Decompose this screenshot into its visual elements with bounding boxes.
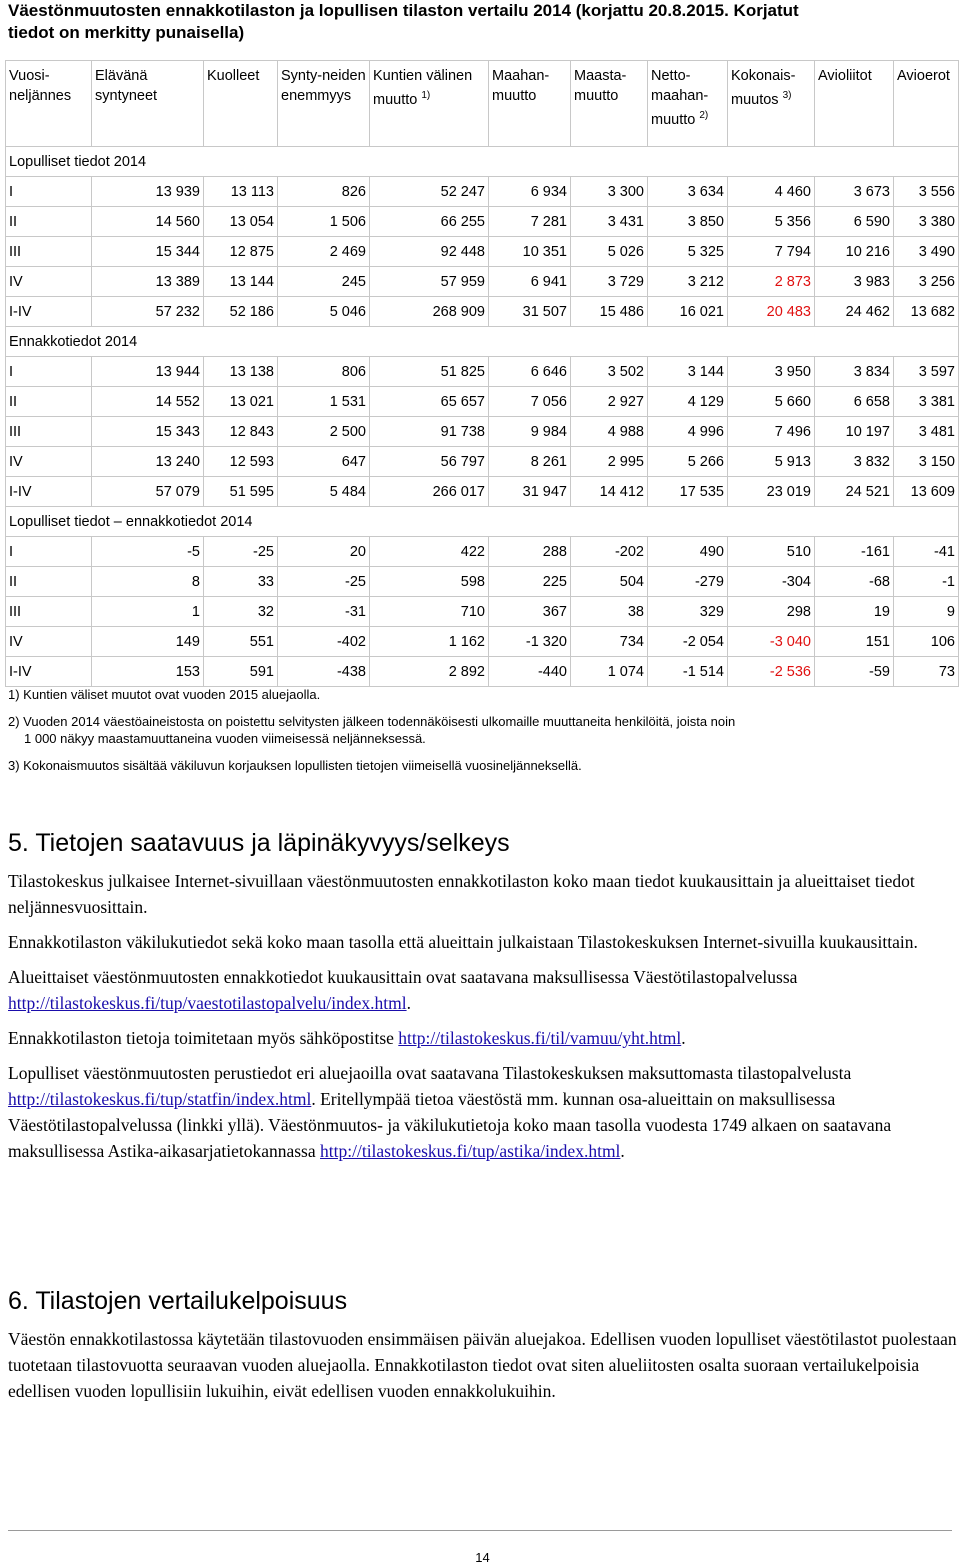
vamuu-link[interactable]: http://tilastokeskus.fi/til/vamuu/yht.html	[398, 1028, 682, 1048]
value-cell: 8 261	[489, 447, 571, 477]
value-cell: 4 988	[571, 417, 648, 447]
value-cell: 14 560	[92, 207, 204, 237]
quarter-cell: II	[6, 207, 92, 237]
footnote-2-line-2: 1 000 näkyy maastamuuttaneina vuoden viimeisessä neljänneksessä.	[24, 731, 426, 746]
value-cell: -31	[278, 597, 370, 627]
value-cell: 266 017	[370, 477, 489, 507]
value-cell: 32	[204, 597, 278, 627]
table-row	[6, 237, 959, 267]
value-cell: 6 934	[489, 177, 571, 207]
value-cell: 38	[571, 597, 648, 627]
col-died: Kuolleet	[204, 61, 278, 147]
section-6-paragraph-1: Väestön ennakkotilastossa käytetään tilastovuoden ensimmäisen päivän aluejakoa. Edellisen vuoden lopulliset väestötilastot puolestaan tuotetaan tilastovuotta seuraavan vuoden aluejaolla. Ennakkotilaston tiedot ovat siten alueliitosten osalta suoraan vertailukelpoisia edellisen vuoden lopullisiin lukuihin, eivät edellisen vuoden ennakkolukuihin.	[8, 1329, 957, 1401]
col-municipal-migration: Kuntien välinen muutto $^{1)}$	[370, 61, 489, 147]
value-cell: 3 950	[728, 357, 815, 387]
section-6-heading: 6. Tilastojen vertailukelpoisuus	[8, 1287, 348, 1315]
quarter-cell: IV	[6, 627, 92, 657]
section-5-heading: 5. Tietojen saatavuus ja läpinäkyvyys/selkeys	[8, 829, 510, 857]
value-cell: 15 486	[571, 297, 648, 327]
value-cell: 3 300	[571, 177, 648, 207]
value-cell: -1 514	[648, 657, 728, 687]
value-cell: 13 944	[92, 357, 204, 387]
value-cell: 15 343	[92, 417, 204, 447]
value-cell: 31 507	[489, 297, 571, 327]
value-cell: 10 351	[489, 237, 571, 267]
table-body	[6, 147, 959, 687]
quarter-cell: II	[6, 567, 92, 597]
value-cell: -59	[815, 657, 894, 687]
value-cell: 13 144	[204, 267, 278, 297]
quarter-cell: IV	[6, 267, 92, 297]
table-row	[6, 477, 959, 507]
table-header-row	[6, 61, 959, 147]
value-cell: -25	[204, 537, 278, 567]
value-cell: 5 266	[648, 447, 728, 477]
value-cell: 3 850	[648, 207, 728, 237]
value-cell: -279	[648, 567, 728, 597]
value-cell: 7 794	[728, 237, 815, 267]
value-cell: 3 832	[815, 447, 894, 477]
value-cell: 6 658	[815, 387, 894, 417]
value-cell: 6 646	[489, 357, 571, 387]
table-row	[6, 627, 959, 657]
value-cell: 14 412	[571, 477, 648, 507]
value-cell: 1 531	[278, 387, 370, 417]
section-5-paragraph-1: Tilastokeskus julkaisee Internet-sivuillaan väestönmuutosten ennakkotilaston koko maan tiedot kuukausittain ja alueittaiset tiedot neljännesvuosittain.	[8, 871, 915, 917]
astika-link[interactable]: http://tilastokeskus.fi/tup/astika/index.html	[320, 1141, 621, 1161]
value-cell: 24 521	[815, 477, 894, 507]
table-row	[6, 657, 959, 687]
col-quarter: Vuosi-neljännes	[6, 61, 92, 147]
value-cell: 7 496	[728, 417, 815, 447]
value-cell: 13 054	[204, 207, 278, 237]
value-cell: 9 984	[489, 417, 571, 447]
value-cell: 13 682	[894, 297, 959, 327]
value-cell: 13 609	[894, 477, 959, 507]
value-cell: 20	[278, 537, 370, 567]
value-cell: -161	[815, 537, 894, 567]
section-row	[6, 147, 959, 177]
value-cell: 92 448	[370, 237, 489, 267]
value-cell: 3 481	[894, 417, 959, 447]
quarter-cell: I-IV	[6, 297, 92, 327]
table-row	[6, 597, 959, 627]
vaestotilastopalvelu-link[interactable]: http://tilastokeskus.fi/tup/vaestotilastopalvelu/index.html	[8, 993, 407, 1013]
table-row	[6, 387, 959, 417]
value-cell: 3 502	[571, 357, 648, 387]
value-cell: 16 021	[648, 297, 728, 327]
quarter-cell: I-IV	[6, 477, 92, 507]
value-cell: 710	[370, 597, 489, 627]
section-6	[8, 1286, 958, 1413]
quarter-cell: I	[6, 177, 92, 207]
value-cell: 268 909	[370, 297, 489, 327]
value-cell: 298	[728, 597, 815, 627]
value-cell: 1 074	[571, 657, 648, 687]
value-cell: 10 197	[815, 417, 894, 447]
value-cell: 2 892	[370, 657, 489, 687]
value-cell: 2 995	[571, 447, 648, 477]
value-cell: 20 483	[728, 297, 815, 327]
value-cell: 3 380	[894, 207, 959, 237]
value-cell: 12 593	[204, 447, 278, 477]
value-cell: 13 389	[92, 267, 204, 297]
value-cell: -41	[894, 537, 959, 567]
value-cell: 24 462	[815, 297, 894, 327]
value-cell: 6 590	[815, 207, 894, 237]
value-cell: -1	[894, 567, 959, 597]
value-cell: 5 325	[648, 237, 728, 267]
value-cell: 288	[489, 537, 571, 567]
quarter-cell: III	[6, 237, 92, 267]
value-cell: 5 484	[278, 477, 370, 507]
section-row	[6, 507, 959, 537]
value-cell: -304	[728, 567, 815, 597]
value-cell: 647	[278, 447, 370, 477]
value-cell: 5 660	[728, 387, 815, 417]
table-row	[6, 297, 959, 327]
section-label: Lopulliset tiedot – ennakkotiedot 2014	[6, 507, 959, 537]
value-cell: 12 843	[204, 417, 278, 447]
table-row	[6, 357, 959, 387]
title-line-2: tiedot on merkitty punaisella)	[8, 23, 245, 42]
value-cell: 422	[370, 537, 489, 567]
value-cell: 5 046	[278, 297, 370, 327]
statfin-link[interactable]: http://tilastokeskus.fi/tup/statfin/index.html	[8, 1089, 312, 1109]
value-cell: -1 320	[489, 627, 571, 657]
value-cell: 23 019	[728, 477, 815, 507]
value-cell: 19	[815, 597, 894, 627]
value-cell: 13 021	[204, 387, 278, 417]
value-cell: 3 144	[648, 357, 728, 387]
value-cell: -68	[815, 567, 894, 597]
document-title	[8, 0, 958, 44]
page-number: 14	[475, 1550, 490, 1565]
value-cell: 106	[894, 627, 959, 657]
value-cell: 52 247	[370, 177, 489, 207]
col-net-immigration: Netto-maahan-muutto $^{2)}$	[648, 61, 728, 147]
value-cell: 245	[278, 267, 370, 297]
table-row	[6, 567, 959, 597]
value-cell: 13 240	[92, 447, 204, 477]
col-born: Elävänä syntyneet	[92, 61, 204, 147]
quarter-cell: I-IV	[6, 657, 92, 687]
value-cell: -440	[489, 657, 571, 687]
section-5	[8, 828, 958, 1173]
value-cell: 13 113	[204, 177, 278, 207]
value-cell: 3 256	[894, 267, 959, 297]
value-cell: 367	[489, 597, 571, 627]
quarter-cell: I	[6, 357, 92, 387]
value-cell: 2 927	[571, 387, 648, 417]
col-emigration: Maasta-muutto	[571, 61, 648, 147]
value-cell: 329	[648, 597, 728, 627]
value-cell: -402	[278, 627, 370, 657]
value-cell: 3 431	[571, 207, 648, 237]
value-cell: 13 138	[204, 357, 278, 387]
value-cell: 3 381	[894, 387, 959, 417]
value-cell: -5	[92, 537, 204, 567]
value-cell: 225	[489, 567, 571, 597]
value-cell: 57 079	[92, 477, 204, 507]
value-cell: 2 469	[278, 237, 370, 267]
quarter-cell: III	[6, 417, 92, 447]
value-cell: -2 536	[728, 657, 815, 687]
value-cell: -438	[278, 657, 370, 687]
value-cell: 153	[92, 657, 204, 687]
value-cell: 7 056	[489, 387, 571, 417]
value-cell: 7 281	[489, 207, 571, 237]
table-row	[6, 447, 959, 477]
value-cell: 490	[648, 537, 728, 567]
value-cell: 66 255	[370, 207, 489, 237]
value-cell: 3 556	[894, 177, 959, 207]
footnote-2-line-1: 2) Vuoden 2014 väestöaineistosta on poistettu selvitysten jälkeen todennäköisesti ulkomaille muuttaneita henkilöitä, joista noin	[8, 714, 736, 729]
section-5-paragraph-4: Ennakkotilaston tietoja toimitetaan myös sähköpostitse http://tilastokeskus.fi/til/vamuu/yht.html.	[8, 1028, 686, 1048]
value-cell: 31 947	[489, 477, 571, 507]
value-cell: 13 939	[92, 177, 204, 207]
value-cell: 10 216	[815, 237, 894, 267]
title-line-1: Väestönmuutosten ennakkotilaston ja lopullisen tilaston vertailu 2014 (korjattu 20.8.2015. Korjatut	[8, 1, 799, 20]
footnote-1: 1) Kuntien väliset muutot ovat vuoden 2015 aluejaolla.	[8, 687, 321, 702]
value-cell: 149	[92, 627, 204, 657]
value-cell: 91 738	[370, 417, 489, 447]
value-cell: 3 212	[648, 267, 728, 297]
value-cell: 57 959	[370, 267, 489, 297]
value-cell: 3 150	[894, 447, 959, 477]
value-cell: 65 657	[370, 387, 489, 417]
value-cell: -3 040	[728, 627, 815, 657]
table-row	[6, 177, 959, 207]
value-cell: -25	[278, 567, 370, 597]
col-natural-increase: Synty-neiden enemmyys	[278, 61, 370, 147]
section-label: Ennakkotiedot 2014	[6, 327, 959, 357]
value-cell: 5 913	[728, 447, 815, 477]
value-cell: 52 186	[204, 297, 278, 327]
quarter-cell: III	[6, 597, 92, 627]
value-cell: 806	[278, 357, 370, 387]
table-row	[6, 267, 959, 297]
value-cell: 33	[204, 567, 278, 597]
value-cell: 4 460	[728, 177, 815, 207]
value-cell: 56 797	[370, 447, 489, 477]
table-row	[6, 537, 959, 567]
population-change-table	[5, 60, 959, 687]
section-5-paragraph-3: Alueittaiset väestönmuutosten ennakkotiedot kuukausittain ovat saatavana maksullisessa Väestötilastopalvelussa http://tilastokeskus.fi/tup/vaestotilastopalvelu/index.html.	[8, 967, 798, 1013]
quarter-cell: IV	[6, 447, 92, 477]
value-cell: 17 535	[648, 477, 728, 507]
value-cell: 598	[370, 567, 489, 597]
value-cell: 591	[204, 657, 278, 687]
value-cell: 1	[92, 597, 204, 627]
value-cell: 3 597	[894, 357, 959, 387]
col-marriages: Avioliitot	[815, 61, 894, 147]
value-cell: 73	[894, 657, 959, 687]
value-cell: 1 162	[370, 627, 489, 657]
value-cell: 3 983	[815, 267, 894, 297]
value-cell: 3 834	[815, 357, 894, 387]
value-cell: 151	[815, 627, 894, 657]
value-cell: 1 506	[278, 207, 370, 237]
col-immigration: Maahan-muutto	[489, 61, 571, 147]
section-label: Lopulliset tiedot 2014	[6, 147, 959, 177]
value-cell: 3 634	[648, 177, 728, 207]
footnotes	[8, 686, 953, 784]
value-cell: 3 490	[894, 237, 959, 267]
footnote-2	[8, 713, 953, 747]
value-cell: -2 054	[648, 627, 728, 657]
quarter-cell: II	[6, 387, 92, 417]
section-5-paragraph-2: Ennakkotilaston väkilukutiedot sekä koko maan tasolla että alueittain julkaistaan Tilastokeskuksen Internet-sivuilla kuukausittain.	[8, 932, 918, 952]
value-cell: 12 875	[204, 237, 278, 267]
value-cell: 510	[728, 537, 815, 567]
value-cell: 3 673	[815, 177, 894, 207]
value-cell: 504	[571, 567, 648, 597]
section-row	[6, 327, 959, 357]
value-cell: 4 996	[648, 417, 728, 447]
value-cell: 551	[204, 627, 278, 657]
footnote-3: 3) Kokonaismuutos sisältää väkiluvun korjauksen lopullisten tietojen viimeisellä vuosineljänneksellä.	[8, 758, 582, 773]
value-cell: 8	[92, 567, 204, 597]
value-cell: 5 356	[728, 207, 815, 237]
col-total-change: Kokonais-muutos $^{3)}$	[728, 61, 815, 147]
value-cell: 3 729	[571, 267, 648, 297]
value-cell: 15 344	[92, 237, 204, 267]
value-cell: 9	[894, 597, 959, 627]
col-divorces: Avioerot	[894, 61, 959, 147]
page-divider	[8, 1530, 952, 1531]
value-cell: 57 232	[92, 297, 204, 327]
value-cell: 2 500	[278, 417, 370, 447]
value-cell: 51 825	[370, 357, 489, 387]
value-cell: 734	[571, 627, 648, 657]
value-cell: 6 941	[489, 267, 571, 297]
table-row	[6, 207, 959, 237]
table-row	[6, 417, 959, 447]
value-cell: 2 873	[728, 267, 815, 297]
value-cell: 14 552	[92, 387, 204, 417]
value-cell: 826	[278, 177, 370, 207]
quarter-cell: I	[6, 537, 92, 567]
value-cell: 5 026	[571, 237, 648, 267]
value-cell: 4 129	[648, 387, 728, 417]
section-5-paragraph-5: Lopulliset väestönmuutosten perustiedot eri aluejaoilla ovat saatavana Tilastokeskuksen maksuttomasta tilastopalvelusta http://tilastokeskus.fi/tup/statfin/index.html. Eritellympää tietoa väestöstä mm. kunnan osa-alueittain on maksullisessa Väestötilastopalvelussa (linkki yllä). Väestönmuutos- ja väkilukutietoja koko maan tasolla vuodesta 1749 alkaen on saatavana maksullisessa Astika-aikasarjatietokannassa http://tilastokeskus.fi/tup/astika/index.html.	[8, 1063, 892, 1161]
value-cell: -202	[571, 537, 648, 567]
value-cell: 51 595	[204, 477, 278, 507]
